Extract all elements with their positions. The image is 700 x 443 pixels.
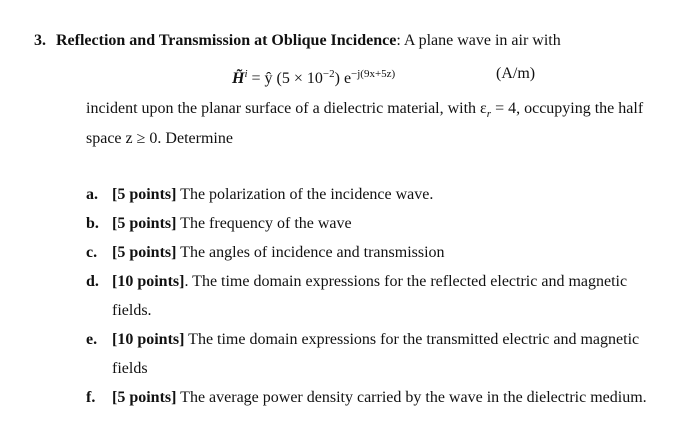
problem-number: 3.: [34, 32, 46, 49]
body-sub: r: [486, 108, 492, 121]
part-text: The time domain expressions for the transmitted electric and magnetic: [184, 331, 640, 348]
part-a: [86, 185, 433, 205]
part-points: [5 points]: [112, 244, 177, 261]
equation-lhs: H̃: [232, 70, 245, 87]
part-label: a.: [86, 186, 98, 203]
problem-intro: : A plane wave in air with: [396, 32, 561, 49]
equation-exp2: −j(9x+5z): [351, 68, 396, 80]
body-line1-end: = 4, occupying the half: [491, 100, 644, 117]
part-e: [86, 330, 639, 350]
problem-title: Reflection and Transmission at Oblique Incidence: [56, 32, 397, 49]
problem-body-line1: [86, 99, 643, 124]
part-d-continuation: fields.: [112, 302, 152, 319]
field-equation: [232, 64, 395, 89]
part-text: The average power density carried by the wave in the dielectric medium.: [176, 389, 647, 406]
part-label: c.: [86, 244, 98, 261]
part-points: [10 points]: [112, 273, 185, 290]
part-label: f.: [86, 389, 96, 406]
part-text: The polarization of the incidence wave.: [176, 186, 434, 203]
part-c: [86, 243, 445, 263]
part-text: The frequency of the wave: [176, 215, 352, 232]
part-d: [86, 272, 627, 292]
part-text: The angles of incidence and transmission: [176, 244, 445, 261]
equation-exp1: −2: [322, 68, 335, 80]
part-points: [5 points]: [112, 186, 177, 203]
equation-rhs-b: ) e: [334, 70, 352, 87]
body-line1-text: incident upon the planar surface of a dielectric material, with ε: [86, 100, 487, 117]
part-points: [10 points]: [112, 331, 185, 348]
problem-body-line2: space z ≥ 0. Determine: [86, 130, 233, 147]
equation-units: (A/m): [496, 65, 536, 82]
part-f: [86, 388, 647, 408]
part-text: . The time domain expressions for the reflected electric and magnetic: [184, 273, 628, 290]
part-label: b.: [86, 215, 99, 232]
problem-heading: [34, 31, 561, 51]
part-points: [5 points]: [112, 389, 177, 406]
part-points: [5 points]: [112, 215, 177, 232]
part-b: [86, 214, 352, 234]
part-label: e.: [86, 331, 98, 348]
part-label: d.: [86, 273, 99, 290]
part-e-continuation: fields: [112, 360, 148, 377]
equation-rhs-a: = ŷ (5 × 10: [247, 70, 323, 87]
equation-lhs-sup: i: [244, 68, 248, 80]
